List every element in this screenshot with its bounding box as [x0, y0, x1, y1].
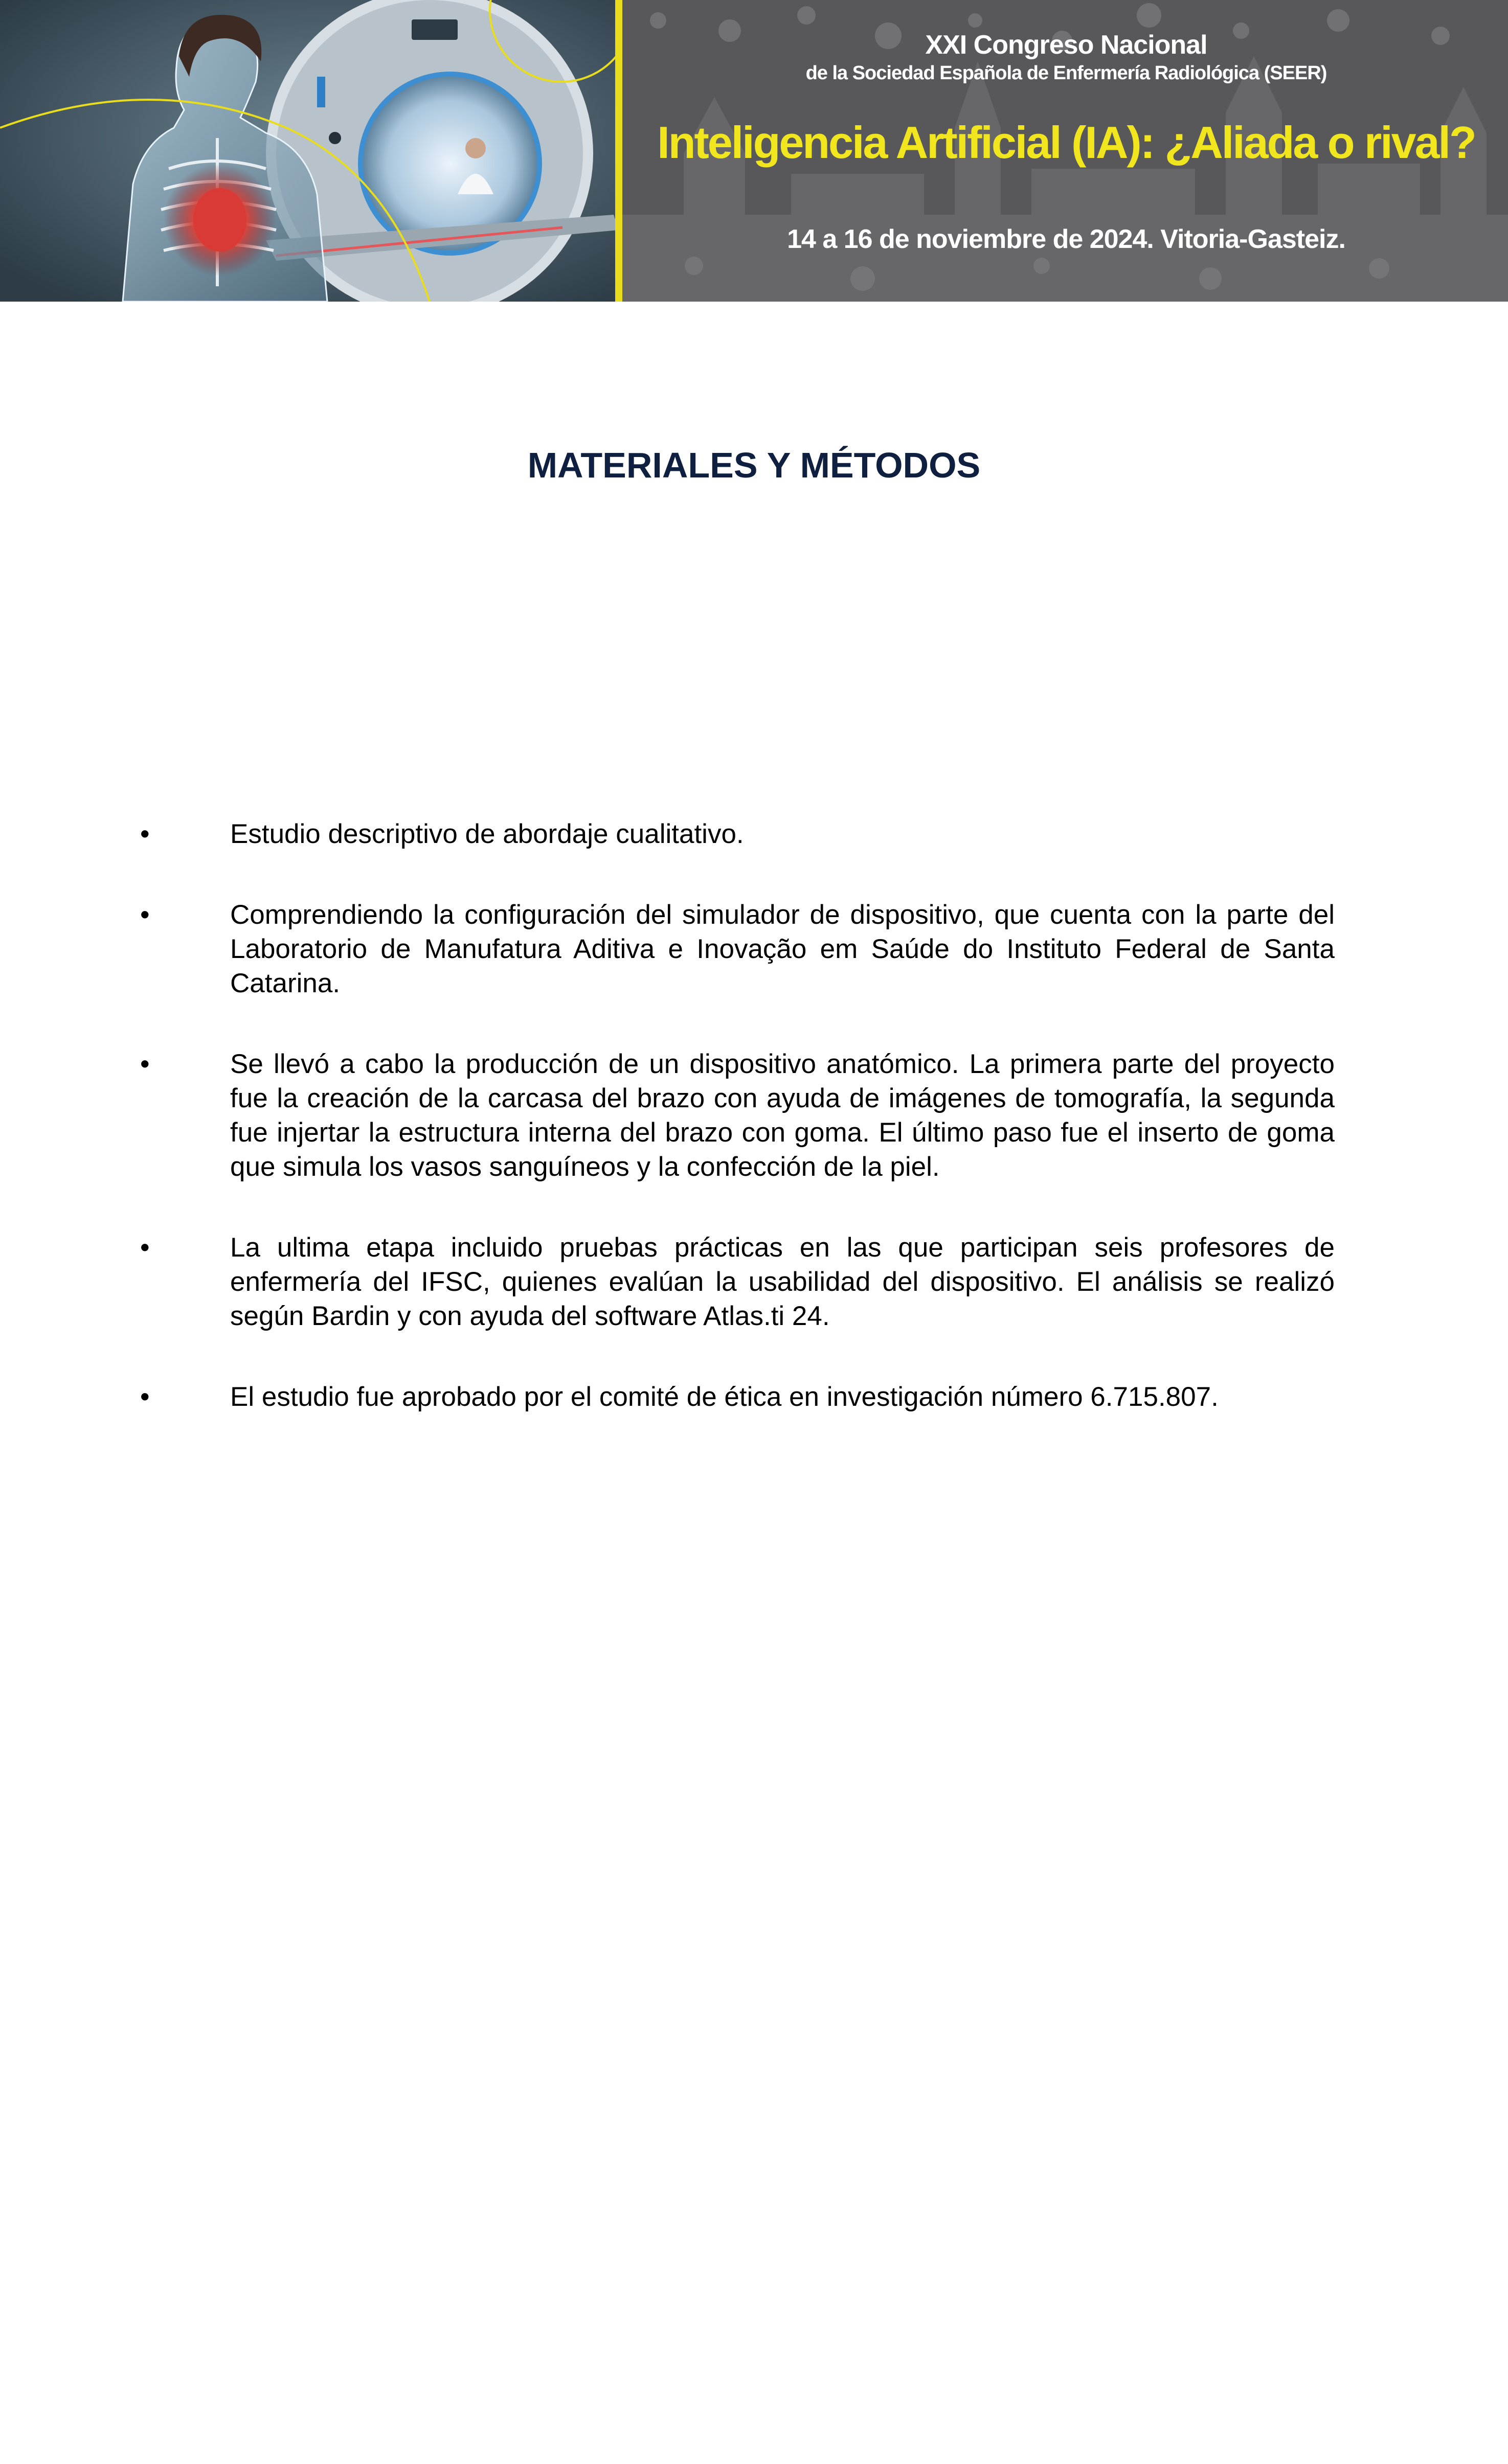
list-item [138, 1230, 1335, 1333]
banner-divider [615, 0, 622, 302]
society-name: de la Sociedad Española de Enfermería Radiológica (SEER) [805, 62, 1327, 84]
list-item-text: Comprendiendo la configuración del simulador de dispositivo, que cuenta con la parte del Laboratorio de Manufatura Aditiva e Inovação em Saúde do Instituto Federal de Santa Catarina. [230, 900, 1335, 998]
banner-illustration [0, 0, 619, 302]
list-item [138, 1380, 1335, 1414]
list-item-text: Se llevó a cabo la producción de un dispositivo anatómico. La primera parte del proyecto fue la creación de la carcasa del brazo con ayuda de imágenes de tomografía, la segunda fue injertar la estructura interna del brazo con goma. El último paso fue el inserto de goma que simula los vasos sanguíneos y la confección de la piel. [230, 1049, 1335, 1182]
bullet-icon: • [140, 900, 150, 930]
bullet-icon: • [140, 1382, 150, 1412]
bullet-icon: • [140, 1049, 150, 1079]
congress-banner [0, 0, 1508, 302]
congress-theme: Inteligencia Artificial (IA): ¿Aliada o rival? [657, 117, 1475, 168]
bullet-icon: • [140, 1233, 150, 1263]
list-item [138, 817, 1335, 851]
list-item [138, 898, 1335, 1000]
congress-name: XXI Congreso Nacional [925, 30, 1207, 60]
list-item-text: La ultima etapa incluido pruebas prácticas en las que participan seis profesores de enfermería del IFSC, quienes evalúan la usabilidad del dispositivo. El análisis se realizó según Bardin y con ayuda del software Atlas.ti 24. [230, 1233, 1335, 1331]
list-item-text: Estudio descriptivo de abordaje cualitativo. [230, 819, 744, 849]
list-item [138, 1047, 1335, 1184]
bullet-icon: • [140, 819, 150, 849]
section-title: MATERIALES Y MÉTODOS [527, 445, 981, 485]
methods-list [138, 817, 1335, 1461]
banner-text-block [639, 0, 1493, 302]
congress-dates-location: 14 a 16 de noviembre de 2024. Vitoria-Gasteiz. [787, 224, 1345, 254]
list-item-text: El estudio fue aprobado por el comité de ética en investigación número 6.715.807. [230, 1382, 1219, 1412]
